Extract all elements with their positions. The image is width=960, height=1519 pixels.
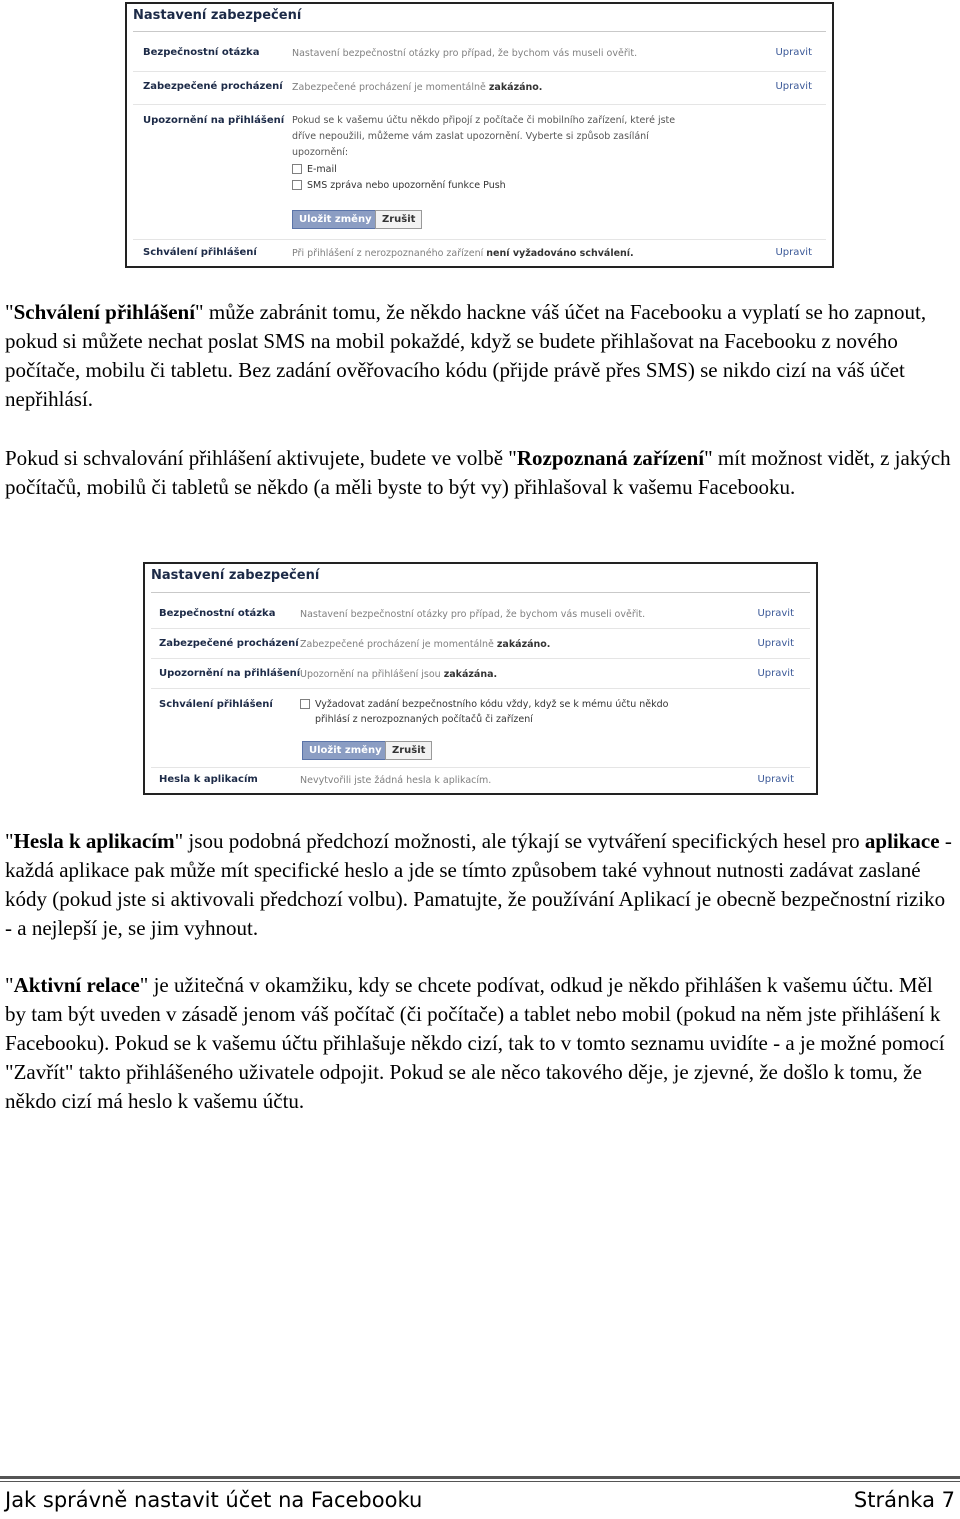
paragraph-recognized-devices: Pokud si schvalování přihlášení aktivujete, budete ve volbě "Rozpoznaná zařízení" mít možnost vidět, z jakých počítačů, mobilů či tabletů se někdo (a měli byste to být vy) přihlašoval k vašemu Facebooku. xyxy=(5,446,951,499)
edit-link-security-question[interactable]: Upravit xyxy=(775,47,812,58)
row-value-security-question: Nastavení bezpečnostní otázky pro případ, že bychom vás museli ověřit. xyxy=(300,609,646,620)
paragraph-login-approvals: "Schválení přihlášení" může zabránit tomu, že někdo hackne váš účet na Facebooku a vyplatí se ho zapnout, pokud si můžete nechat poslat SMS na mobil pokaždé, když se budete přihlašovat na Facebooku z nového počítače, mobilu či tabletu. Bez zadání ověřovacího kódu (přijde právě přes SMS) se nikdo cizí na váš účet nepřihlásí. xyxy=(5,300,927,411)
row-label-login-approvals: Schválení přihlášení xyxy=(143,247,257,258)
row-label-security-question: Bezpečnostní otázka xyxy=(143,47,260,58)
row-value-security-question: Nastavení bezpečnostní otázky pro případ, že bychom vás museli ověřit. xyxy=(292,48,638,59)
screenshot-security-settings-2 xyxy=(143,562,818,795)
settings-title: Nastavení zabezpečení xyxy=(133,8,302,23)
screenshot-security-settings-1 xyxy=(125,2,834,268)
footer-rule-thick xyxy=(0,1476,960,1479)
row-value-login-notifications: Upozornění na přihlášení jsou zakázána. xyxy=(300,669,498,680)
row-label-secure-browsing: Zabezpečené procházení xyxy=(143,81,283,92)
row-label-login-notifications: Upozornění na přihlášení xyxy=(143,115,285,126)
option-require-security-code[interactable]: Vyžadovat zadání bezpečnostního kódu vždy, když se k mému účtu někdo přihlásí z nerozpoznaných počítačů či zařízení xyxy=(300,697,668,727)
edit-link-login-approvals[interactable]: Upravit xyxy=(775,247,812,258)
edit-link-secure-browsing[interactable]: Upravit xyxy=(775,81,812,92)
expanded-login-notifications xyxy=(133,104,826,240)
row-label-secure-browsing: Zabezpečené procházení xyxy=(159,638,299,649)
paragraph-app-passwords: "Hesla k aplikacím" jsou podobná předchozí možnosti, ale týkají se vytváření specifických hesel pro aplikace - každá aplikace pak může mít specifické heslo a jde se tímto způsobem také vyhnout nutnosti zadávat zaslané kódy (pokud jste si aktivovali předchozí volbu). Pamatujte, že používání Aplikací je obecně bezpečnostní riziko - a nejlepší je, se jim vyhnout. xyxy=(5,829,952,940)
edit-link-security-question[interactable]: Upravit xyxy=(757,608,794,619)
expanded-login-approvals xyxy=(151,688,810,768)
row-value-secure-browsing: Zabezpečené procházení je momentálně zakázáno. xyxy=(300,639,551,650)
row-value-login-approvals: Při přihlášení z nerozpoznaného zařízení není vyžadováno schválení. xyxy=(292,248,634,259)
row-label-app-passwords: Hesla k aplikacím xyxy=(159,774,258,785)
row-value-secure-browsing: Zabezpečené procházení je momentálně zakázáno. xyxy=(292,82,543,93)
save-changes-button[interactable]: Uložit změny xyxy=(302,741,389,760)
row-label-security-question: Bezpečnostní otázka xyxy=(159,608,276,619)
row-value-app-passwords: Nevytvořili jste žádná hesla k aplikacím. xyxy=(300,775,492,786)
cancel-button[interactable]: Zrušit xyxy=(385,741,432,760)
paragraph-active-sessions: "Aktivní relace" je užitečná v okamžiku, kdy se chcete podívat, odkud je někdo přihlášen k vašemu účtu. Měl by tam být uveden v zásadě jenom váš počítač (či počítače) a tablet nebo mobil (pokud na něm jste přihlášení k Facebooku). Pokud se k vašemu účtu přihlašuje někdo cizí, tak to v tomto seznamu uvidíte - a je možné pomocí "Zavřít" takto přihlášeného uživatele odpojit. Pokud se ale něco takového děje, je zjevné, že došlo k tomu, že někdo cizí má heslo k vašemu účtu. xyxy=(5,973,945,1113)
login-notifications-description: Pokud se k vašemu účtu někdo připojí z počítače či mobilního zařízení, které jste dříve nepoužili, můžeme vám zaslat upozornění. Vyberte si způsob zasílání upozornění: xyxy=(292,115,676,158)
row-label-login-notifications: Upozornění na přihlášení xyxy=(159,668,301,679)
footer-page-number: Stránka 7 xyxy=(853,1488,955,1512)
cancel-button[interactable]: Zrušit xyxy=(375,210,422,229)
edit-link-secure-browsing[interactable]: Upravit xyxy=(757,638,794,649)
option-email[interactable]: E-mail xyxy=(292,162,337,177)
row-label-login-approvals: Schválení přihlášení xyxy=(159,699,273,710)
email-checkbox[interactable] xyxy=(292,164,302,174)
sms-push-checkbox[interactable] xyxy=(292,180,302,190)
footer-rule-thin xyxy=(0,1481,960,1482)
edit-link-app-passwords[interactable]: Upravit xyxy=(757,774,794,785)
footer-document-title: Jak správně nastavit účet na Facebooku xyxy=(5,1488,423,1512)
option-sms-push[interactable]: SMS zpráva nebo upozornění funkce Push xyxy=(292,178,506,193)
require-code-checkbox[interactable] xyxy=(300,699,310,709)
settings-title: Nastavení zabezpečení xyxy=(151,568,320,583)
edit-link-login-notifications[interactable]: Upravit xyxy=(757,668,794,679)
save-changes-button[interactable]: Uložit změny xyxy=(292,210,379,229)
